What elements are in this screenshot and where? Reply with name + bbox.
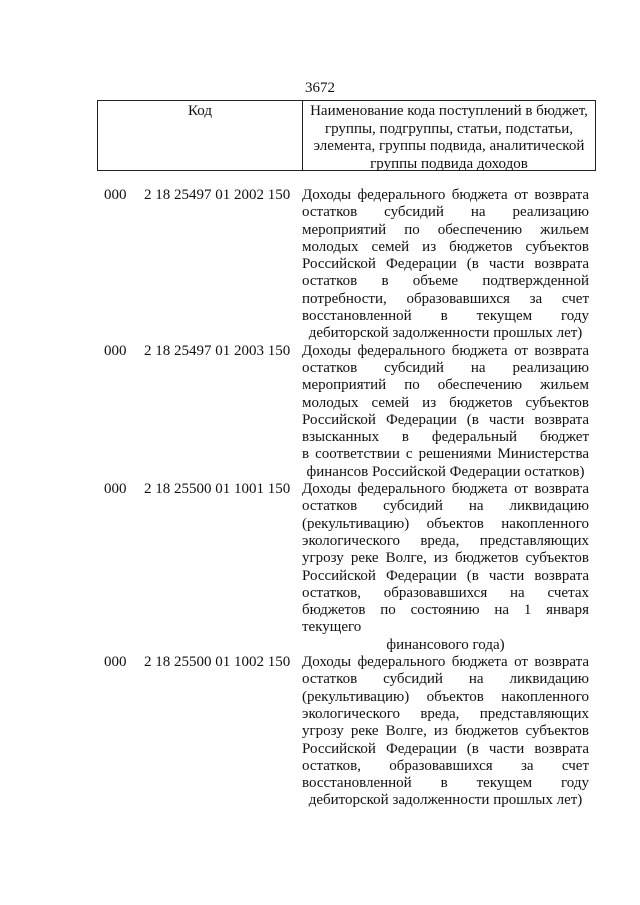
row-code-prefix: 000: [104, 481, 127, 498]
description-line: Доходы федерального бюджета от возврата: [302, 342, 589, 359]
description-line: финансового года): [386, 636, 505, 653]
header-name-line: элемента, группы подвида, аналитической: [313, 138, 585, 154]
description-line: Российской Федерации (в части возврата: [302, 411, 589, 428]
description-line: восстановленной в текущем году: [302, 775, 589, 792]
table-row: [0, 654, 640, 810]
page-number: 3672: [305, 80, 335, 96]
description-line: остатков субсидий на ликвидацию: [302, 498, 589, 515]
description-line: экологического вреда, представляющих: [302, 532, 589, 549]
table-body: [0, 187, 640, 810]
row-budget-code: 2 18 25497 01 2003 150: [144, 342, 291, 359]
description-line: остатков, образовавшихся на счетах: [302, 584, 589, 601]
description-line: остатков субсидий на реализацию: [302, 204, 589, 221]
table-row: [0, 481, 640, 654]
row-description: [302, 654, 589, 810]
description-line: финансов Российской Федерации остатков): [306, 463, 585, 480]
table-header: [97, 100, 596, 171]
description-line: бюджетов по состоянию на 1 января текущего: [302, 602, 589, 636]
row-code-prefix: 000: [104, 654, 127, 671]
row-code-prefix: 000: [104, 342, 127, 359]
description-line: потребности, образовавшихся за счет: [302, 290, 589, 307]
description-line: молодых семей из бюджетов субъектов: [302, 238, 589, 255]
description-line: остатков субсидий на реализацию: [302, 359, 589, 376]
row-budget-code: 2 18 25500 01 1001 150: [144, 481, 291, 498]
description-line: Доходы федерального бюджета от возврата: [302, 187, 589, 203]
header-name-line: группы, подгруппы, статьи, подстатьи,: [324, 120, 574, 137]
row-description: [302, 343, 589, 481]
description-line: остатков, образовавшихся за счет: [302, 757, 589, 774]
description-line: (рекультивацию) объектов накопленного: [302, 688, 589, 705]
description-line: взысканных в федеральный бюджет: [302, 429, 589, 446]
header-name-label: [303, 101, 595, 170]
header-code-label: Код: [98, 101, 303, 170]
description-line: мероприятий по обеспечению жильем: [302, 221, 589, 238]
header-name-line: группы подвида доходов: [370, 155, 528, 172]
description-line: Российской Федерации (в части возврата: [302, 256, 589, 273]
table-row: [0, 343, 640, 481]
row-code-prefix: 000: [104, 187, 127, 203]
table-row: [0, 187, 640, 343]
description-line: угрозу реке Волге, из бюджетов субъектов: [302, 550, 589, 567]
description-line: Доходы федерального бюджета от возврата: [302, 481, 589, 498]
description-line: угрозу реке Волге, из бюджетов субъектов: [302, 723, 589, 740]
description-line: дебиторской задолженности прошлых лет): [308, 792, 583, 809]
row-budget-code: 2 18 25497 01 2002 150: [144, 187, 291, 203]
description-line: в соответствии с решениями Министерства: [302, 446, 589, 463]
description-line: (рекультивацию) объектов накопленного: [302, 515, 589, 532]
description-line: мероприятий по обеспечению жильем: [302, 377, 589, 394]
description-line: остатков в объеме подтвержденной: [302, 273, 589, 290]
description-line: дебиторской задолженности прошлых лет): [308, 325, 583, 342]
description-line: экологического вреда, представляющих: [302, 705, 589, 722]
row-description: [302, 187, 589, 343]
row-description: [302, 481, 589, 654]
description-line: Российской Федерации (в части возврата: [302, 740, 589, 757]
header-name-line: Наименование кода поступлений в бюджет,: [310, 103, 588, 119]
description-line: Российской Федерации (в части возврата: [302, 567, 589, 584]
description-line: Доходы федерального бюджета от возврата: [302, 654, 589, 671]
row-budget-code: 2 18 25500 01 1002 150: [144, 654, 291, 671]
description-line: остатков субсидий на ликвидацию: [302, 671, 589, 688]
description-line: молодых семей из бюджетов субъектов: [302, 394, 589, 411]
description-line: восстановленной в текущем году: [302, 308, 589, 325]
